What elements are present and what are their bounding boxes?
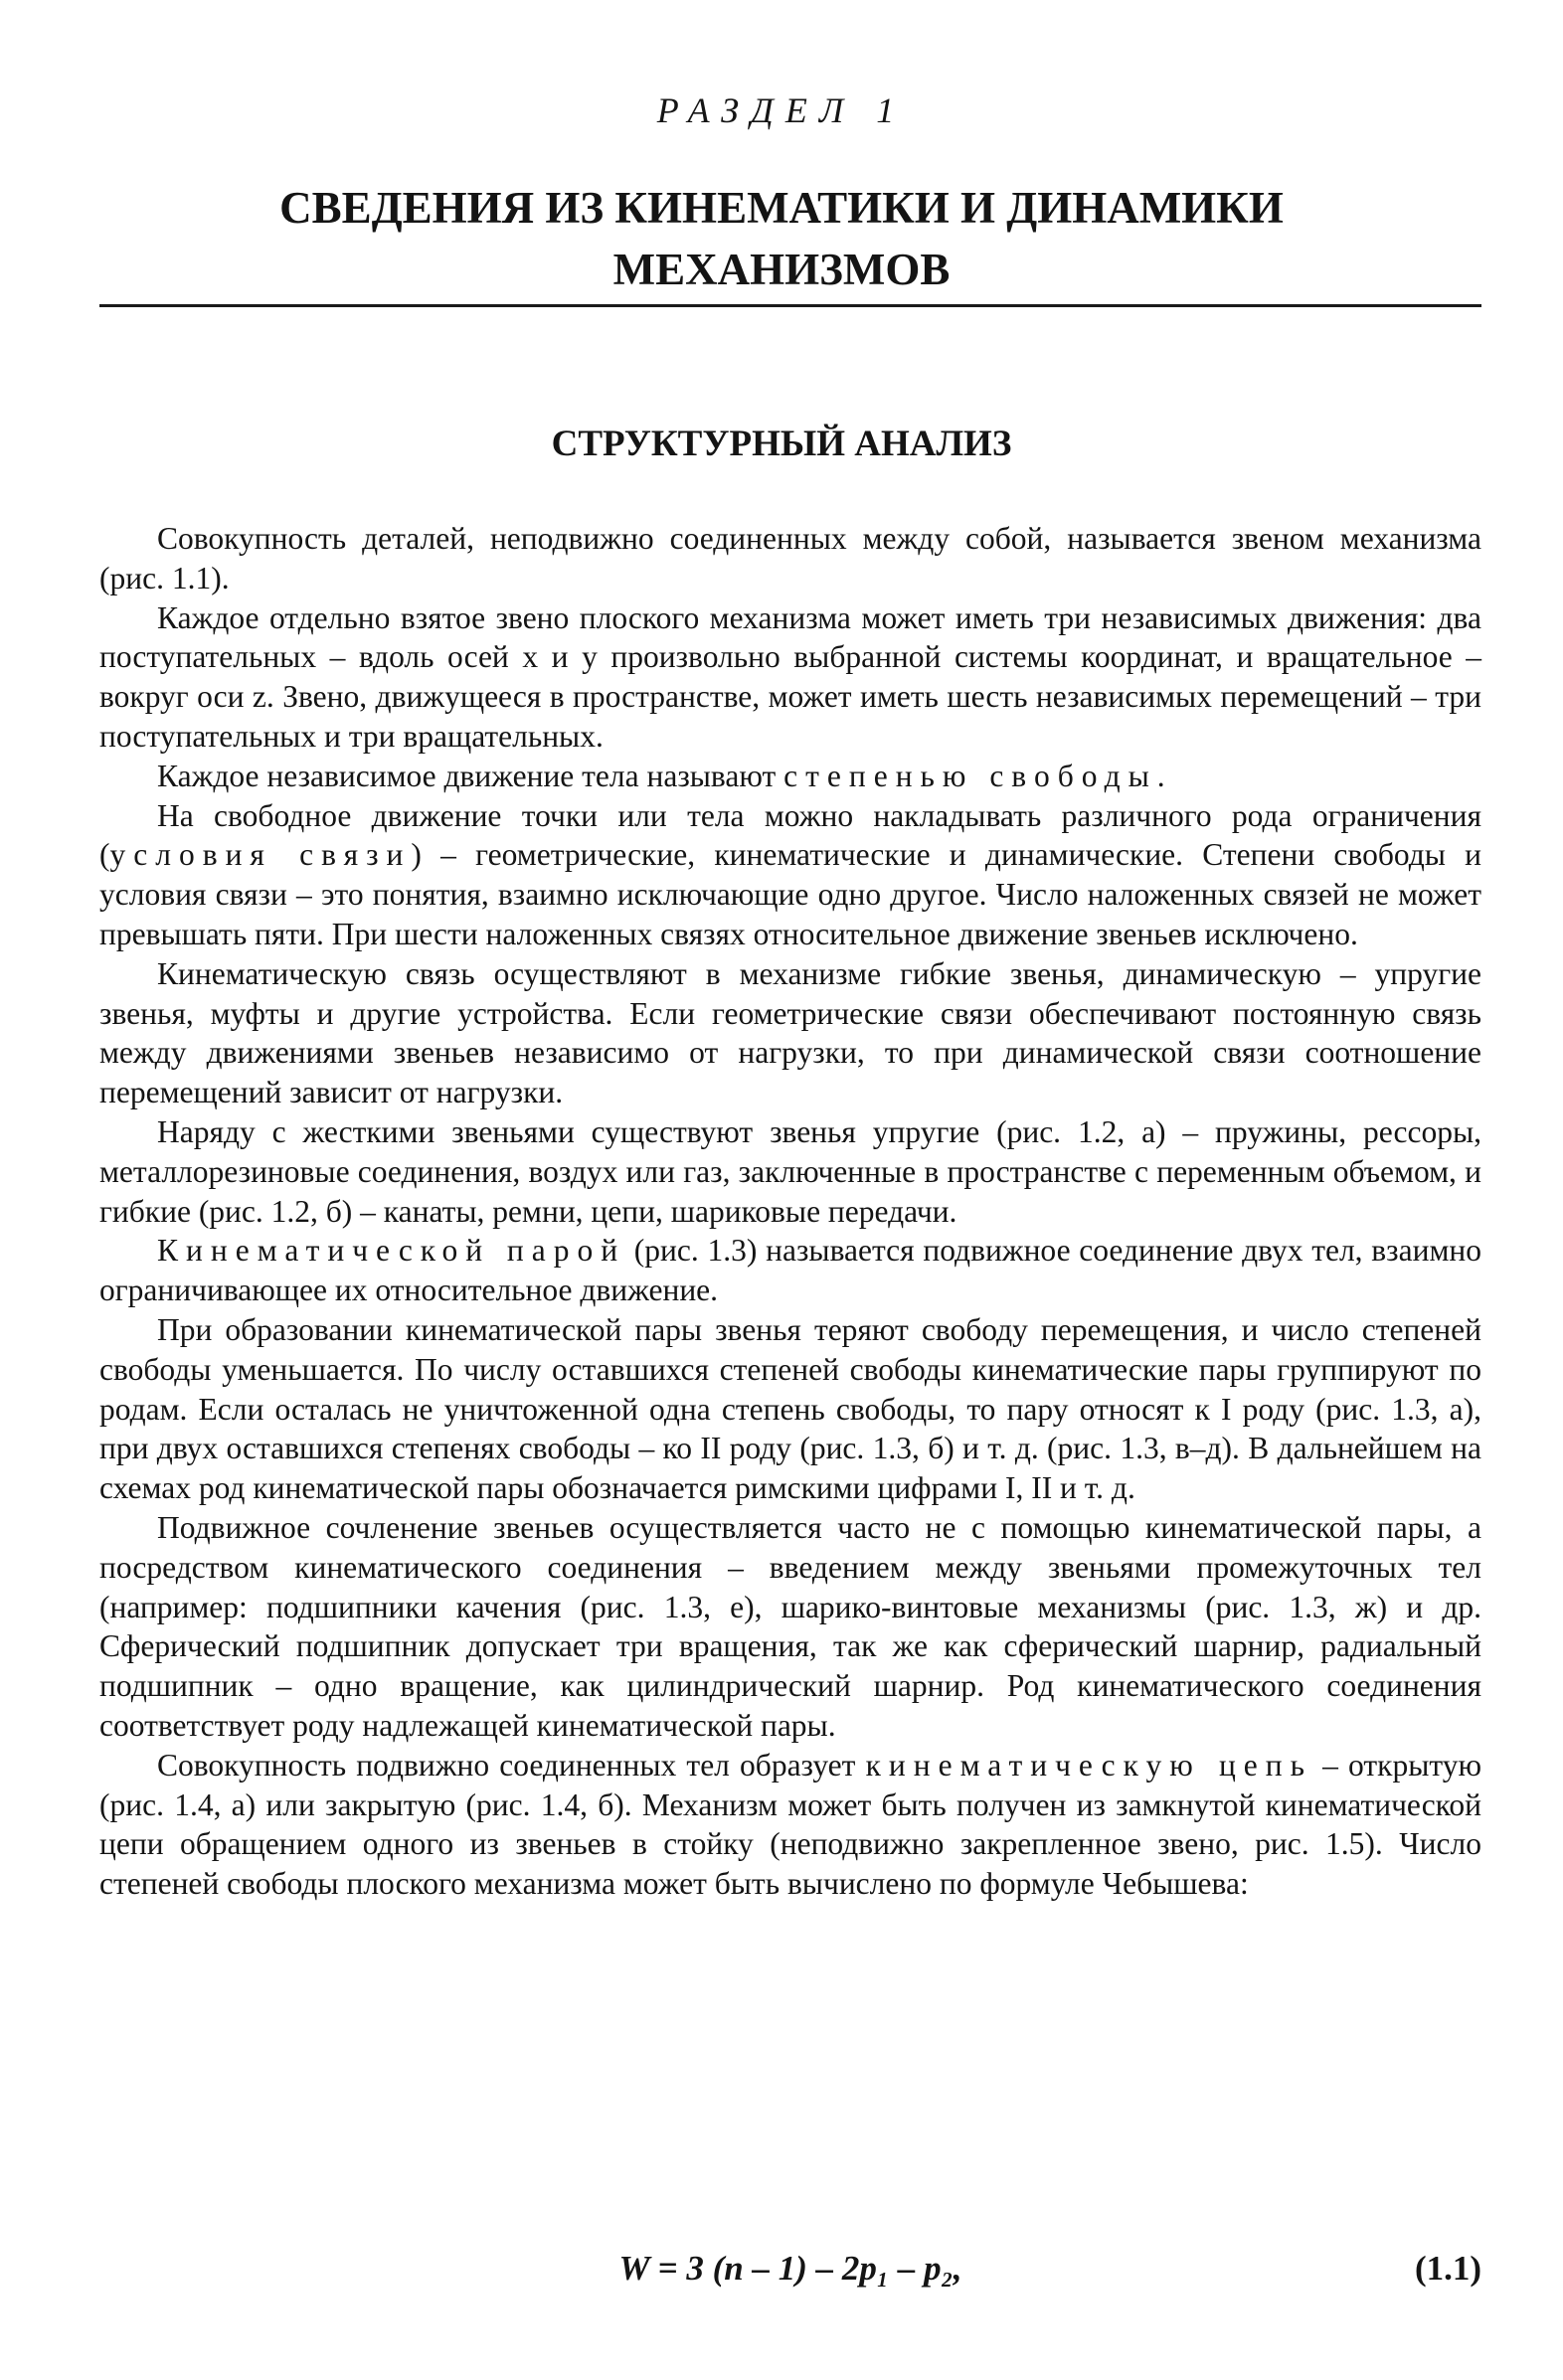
equation-number: (1.1): [1414, 2249, 1481, 2288]
paragraph-9: Подвижное сочленение звеньев осуществляется часто не с помощью кинематической пары, а посредством кинематического соединения – введением между звеньями промежуточных тел (например: подшипники качения (рис. 1.3, е), шарико-винтовые механизмы (рис. 1.3, ж) и др. Сферический подшипник допускает три вращения, так же как сферический шарнир, радиальный подшипник – одно вращение, как цилиндрический шарнир. Род кинематического соединения соответствует роду надлежащей кинематической пары.: [99, 1509, 1481, 1743]
section-label: РАЗДЕЛ 1: [656, 90, 907, 130]
paragraph-8: При образовании кинематической пары звенья теряют свободу перемещения, и число степеней свободы уменьшается. По числу оставшихся степеней свободы кинематические пары группируют по родам. Если осталась не уничтоженной одна степень свободы, то пару относят к I роду (рис. 1.3, а), при двух оставшихся степенях свободы – ко II роду (рис. 1.3, б) и т. д. (рис. 1.3, в–д). В дальнейшем на схемах род кинематической пары обозначается римскими цифрами I, II и т. д.: [99, 1311, 1481, 1506]
paragraph-4: [99, 796, 1481, 954]
title-divider: [99, 304, 1481, 307]
paragraph-2: Каждое отдельно взятое звено плоского механизма может иметь три независимых движения: два поступательных – вдоль осей x и y произвольно выбранной системы координат, и вращательное – вокруг оси z. Звено, движущееся в пространстве, может иметь шесть независимых перемещений – три поступательных и три вращательных.: [99, 599, 1481, 754]
paragraph-4-end: ) – геометрические, кинематические и динамические. Степени свободы и условия связи – это понятия, взаимно исключающие одно другое. Число наложенных связей не может превышать пяти. При шести наложенных связях относительное движение звеньев исключено.: [99, 837, 1481, 951]
paragraph-5: Кинематическую связь осуществляют в механизме гибкие звенья, динамическую – упругие звенья, муфты и другие устройства. Если геометрические связи обеспечивают постоянную связь между движениями звеньев независимо от нагрузки, то при динамической связи соотношение перемещений зависит от нагрузки.: [99, 955, 1481, 1110]
paragraph-6: Наряду с жесткими звеньями существуют звенья упругие (рис. 1.2, а) – пружины, рессоры, металлорезиновые соединения, воздух или газ, заключенные в пространстве с переменным объемом, и гибкие (рис. 1.2, б) – канаты, ремни, цепи, шариковые передачи.: [99, 1113, 1481, 1229]
term-kinematic-chain: кинематическую цепь: [865, 1747, 1313, 1783]
paragraph-4-text: На свободное движение точки или тела можно накладывать различного рода ограничения (: [99, 797, 1481, 873]
term-kinematic-pair: Кинематической парой: [157, 1233, 626, 1269]
subsection-title: СТРУКТУРНЫЙ АНАЛИЗ: [551, 424, 1012, 464]
paragraph-7: [99, 1231, 1481, 1310]
paragraph-10-end: – открытую (рис. 1.4, а) или закрытую (рис. 1.4, б). Механизм может быть получен из замкнутой кинематической цепи обращением одного из звеньев в стойку (неподвижно закрепленное звено, рис. 1.5). Число степеней свободы плоского механизма может быть вычислено по формуле Чебышева:: [99, 1747, 1482, 1902]
term-constraint-conditions: условия связи: [109, 837, 412, 873]
chapter-title-line-2: МЕХАНИЗМОВ: [612, 245, 951, 294]
paragraph-1: Совокупность деталей, неподвижно соединенных между собой, называется звеном механизма (рис. 1.1).: [99, 521, 1481, 595]
chebyshev-formula: W = 3 (n – 1) – 2p₁ – p₂,: [618, 2249, 962, 2288]
paragraph-10: [99, 1746, 1481, 1904]
paragraph-3-end: .: [1156, 758, 1165, 793]
chapter-title-line-1: СВЕДЕНИЯ ИЗ КИНЕМАТИКИ И ДИНАМИКИ: [279, 183, 1284, 233]
paragraph-7-text: (рис. 1.3) называется подвижное соединение двух тел, взаимно ограничивающее их относительное движение.: [99, 1233, 1481, 1308]
chapter-title: [0, 177, 1563, 300]
paragraph-3: [99, 757, 1481, 796]
body-text: [99, 519, 1481, 1904]
formula-row: [99, 2249, 1481, 2300]
paragraph-3-text: Каждое независимое движение тела называют: [157, 758, 784, 793]
paragraph-10-text: Совокупность подвижно соединенных тел образует: [157, 1747, 866, 1783]
term-degree-of-freedom: степенью свободы: [783, 758, 1157, 793]
